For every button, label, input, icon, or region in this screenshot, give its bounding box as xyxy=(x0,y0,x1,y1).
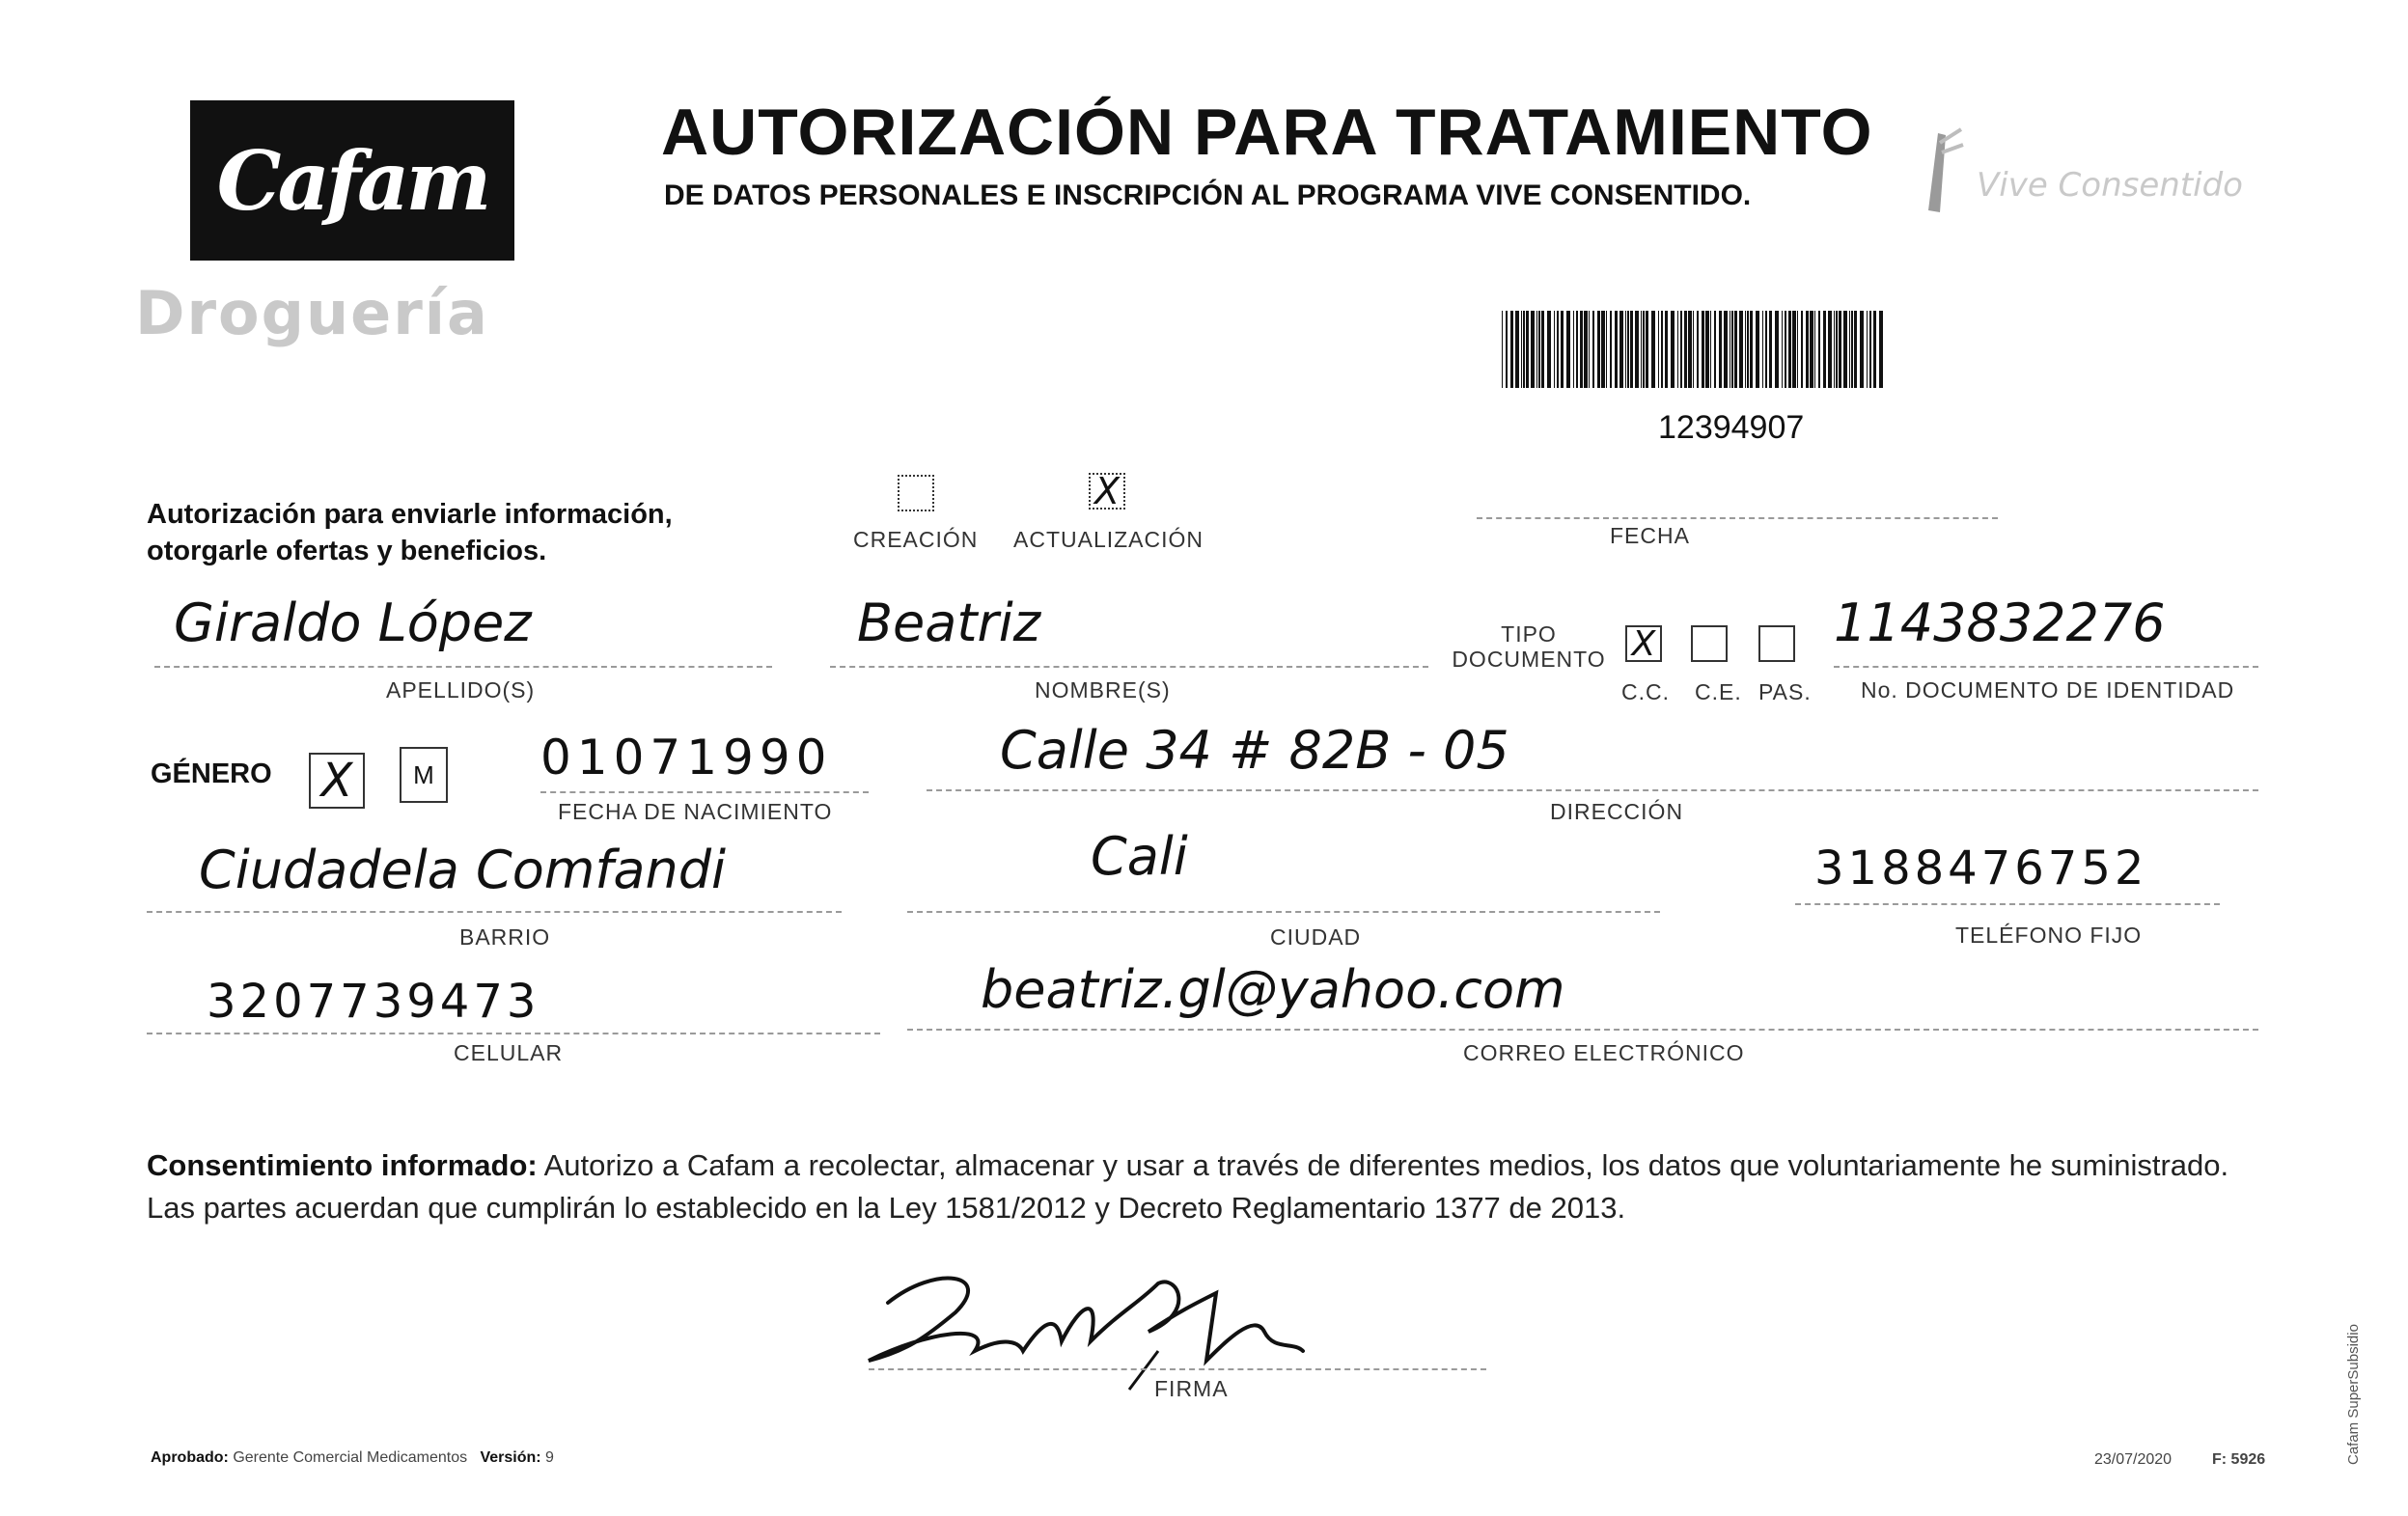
barcode-bar xyxy=(1734,311,1737,388)
barcode-bar xyxy=(1661,311,1663,388)
barcode-bar xyxy=(1724,311,1728,388)
cc-label: C.C. xyxy=(1621,679,1670,704)
barcode-bar xyxy=(1547,311,1551,388)
page-title: AUTORIZACIÓN PARA TRATAMIENTO xyxy=(661,96,1873,169)
barcode-bar xyxy=(1765,311,1767,388)
barcode-bar xyxy=(1739,311,1743,388)
date-label: FECHA xyxy=(1610,523,1690,548)
barcode-bar xyxy=(1869,311,1871,388)
barcode-bar xyxy=(1643,311,1645,388)
barcode-bar xyxy=(1606,311,1607,388)
page-subtitle: DE DATOS PERSONALES E INSCRIPCIÓN AL PROGRAMA VIVE CONSENTIDO. xyxy=(664,179,1752,211)
fecha-nacimiento-label: FECHA DE NACIMIENTO xyxy=(558,799,833,824)
barcode-bar xyxy=(1510,311,1513,388)
barcode-bar xyxy=(1515,311,1519,388)
apellidos-line xyxy=(154,666,772,668)
barcode-bar xyxy=(1762,311,1763,388)
barcode-bar xyxy=(1745,311,1746,388)
barcode-bar xyxy=(1561,311,1564,388)
barcode-bar xyxy=(1536,311,1537,388)
barcode-bar xyxy=(1823,311,1826,388)
barcode-bar xyxy=(1680,311,1682,388)
nombres-line xyxy=(830,666,1428,668)
telefono-label: TELÉFONO FIJO xyxy=(1955,923,2143,948)
barcode-bar xyxy=(1782,311,1783,388)
signature-label: FIRMA xyxy=(1154,1376,1229,1401)
ce-label: C.E. xyxy=(1695,679,1742,704)
direccion-value: Calle 34 # 82B - 05 xyxy=(1000,720,1509,781)
consent-text: Autorizo a Cafam a recolectar, almacenar y usar a través de diferentes medios, los datos que voluntariamente he suministrado. Las partes acuerdan que cumplirán lo establecido en la Ley 1581/2012 y Decreto Reglamentario 1377 de 2013. xyxy=(147,1148,2229,1225)
barcode-bar xyxy=(1677,311,1678,388)
barcode-bar xyxy=(1589,311,1590,388)
barcode-bar xyxy=(1834,311,1835,388)
barcode-bar xyxy=(1851,311,1853,388)
creation-label: CREACIÓN xyxy=(853,527,979,552)
barcode-bar xyxy=(1705,311,1709,388)
barcode-bar xyxy=(1597,311,1600,388)
barcode-bar xyxy=(1849,311,1850,388)
footer-date-code: 23/07/2020 xyxy=(2094,1451,2173,1468)
barcode-bar xyxy=(1788,311,1791,388)
side-brand-text: Cafam SuperSubsidio xyxy=(2345,1324,2362,1465)
barcode-bar xyxy=(1714,311,1716,388)
barcode-bar xyxy=(1592,311,1594,388)
correo-label: CORREO ELECTRÓNICO xyxy=(1463,1040,1745,1065)
pas-label: PAS. xyxy=(1758,679,1812,704)
fecha-nacimiento-value: 01071990 xyxy=(540,730,833,786)
barcode-bar xyxy=(1693,311,1694,388)
barcode-bar xyxy=(1576,311,1578,388)
barcode-bar xyxy=(1769,311,1772,388)
update-label: ACTUALIZACIÓN xyxy=(1013,527,1204,552)
barcode-bar xyxy=(1879,311,1883,388)
barcode-bar xyxy=(1860,311,1864,388)
documento-line xyxy=(1834,666,2258,668)
documento-label: No. DOCUMENTO DE IDENTIDAD xyxy=(1861,677,2235,703)
genero-label: GÉNERO xyxy=(151,758,272,789)
barcode-bar xyxy=(1601,311,1605,388)
barcode-bar xyxy=(1615,311,1618,388)
correo-line xyxy=(907,1029,2258,1031)
barcode-number: 12394907 xyxy=(1658,409,1805,446)
ciudad-value: Cali xyxy=(1091,826,1188,887)
barcode-bar xyxy=(1554,311,1555,388)
cc-checkbox[interactable]: X xyxy=(1625,625,1662,662)
barcode-bar xyxy=(1651,311,1655,388)
barcode-bar xyxy=(1785,311,1786,388)
nombres-label: NOMBRE(S) xyxy=(1035,677,1171,703)
consent-heading: Consentimiento informado: xyxy=(147,1148,538,1182)
barcode-bar xyxy=(1538,311,1540,388)
correo-value: beatriz.gl@yahoo.com xyxy=(981,959,1565,1020)
celular-line xyxy=(147,1033,880,1034)
drogueria-stamp: Droguería xyxy=(135,278,489,348)
barcode-bar xyxy=(1627,311,1629,388)
barcode-bar xyxy=(1836,311,1838,388)
barcode-bar xyxy=(1719,311,1722,388)
documento-value: 1143832276 xyxy=(1834,593,2166,653)
signature-line xyxy=(869,1368,1486,1370)
celular-value: 3207739473 xyxy=(207,975,540,1029)
barcode-bar xyxy=(1580,311,1583,388)
apellidos-value: Giraldo López xyxy=(174,593,532,653)
barcode-bar xyxy=(1506,311,1508,388)
barcode-bar xyxy=(1541,311,1544,388)
signature-drawing xyxy=(849,1245,1351,1399)
barcode-bar xyxy=(1502,311,1503,388)
authorization-intro: Autorización para enviarle información, otorgarle ofertas y beneficios. xyxy=(147,499,673,566)
barcode-bar xyxy=(1843,311,1847,388)
barcode-bar xyxy=(1526,311,1529,388)
telefono-value: 3188476752 xyxy=(1814,841,2148,896)
barcode-bar xyxy=(1867,311,1868,388)
direccion-line xyxy=(927,789,2258,791)
fecha-nacimiento-line xyxy=(540,791,869,793)
barcode-bar xyxy=(1697,311,1699,388)
barcode-bar xyxy=(1801,311,1803,388)
barrio-line xyxy=(147,911,842,913)
barrio-value: Ciudadela Comfandi xyxy=(199,840,727,900)
barcode-bar xyxy=(1814,311,1815,388)
barcode-bar xyxy=(1665,311,1668,388)
barcode-bar xyxy=(1873,311,1876,388)
genero-f-checkbox[interactable]: X xyxy=(309,753,365,809)
barcode-bar xyxy=(1806,311,1809,388)
vive-logo-text: Vive Consentido xyxy=(1977,166,2243,205)
barcode-bar xyxy=(1702,311,1704,388)
footer-approval: Aprobado: Gerente Comercial Medicamentos Versión: 9 xyxy=(151,1449,554,1466)
date-line xyxy=(1477,517,1998,519)
barcode-bar xyxy=(1731,311,1733,388)
barcode-bar xyxy=(1573,311,1574,388)
barcode-bar xyxy=(1610,311,1612,388)
barrio-label: BARRIO xyxy=(459,924,551,950)
barcode-bar xyxy=(1671,311,1675,388)
celular-label: CELULAR xyxy=(454,1040,564,1065)
cafam-logo: Cafam xyxy=(190,100,514,261)
barcode-bar xyxy=(1646,311,1648,388)
genero-m-checkbox[interactable]: M xyxy=(400,747,448,803)
barcode-bar xyxy=(1630,311,1633,388)
barcode-bar xyxy=(1828,311,1832,388)
barcode-bar xyxy=(1584,311,1588,388)
tipo-documento-label: TIPO DOCUMENTO xyxy=(1452,621,1606,672)
nombres-value: Beatriz xyxy=(857,593,1041,653)
barcode-bar xyxy=(1684,311,1687,388)
barcode-bar xyxy=(1854,311,1857,388)
barcode-bar xyxy=(1523,311,1525,388)
barcode-bar xyxy=(1531,311,1535,388)
footer-form-code: F: 5926 xyxy=(2212,1451,2266,1468)
barcode-bar xyxy=(1792,311,1796,388)
barcode-bar xyxy=(1818,311,1820,388)
barcode-bar xyxy=(1839,311,1841,388)
barcode-bar xyxy=(1747,311,1749,388)
creation-checkbox[interactable] xyxy=(898,475,934,511)
barcode-bar xyxy=(1625,311,1626,388)
barcode-bar xyxy=(1775,311,1779,388)
pas-checkbox[interactable] xyxy=(1758,625,1795,662)
barcode xyxy=(1502,311,1886,388)
direccion-label: DIRECCIÓN xyxy=(1550,799,1684,824)
barcode-bar xyxy=(1521,311,1522,388)
barcode-bar xyxy=(1797,311,1798,388)
barcode-bar xyxy=(1658,311,1659,388)
vive-logo-icon xyxy=(1919,124,1965,220)
barcode-bar xyxy=(1710,311,1711,388)
ce-checkbox[interactable] xyxy=(1691,625,1728,662)
ciudad-label: CIUDAD xyxy=(1270,924,1362,950)
consent-paragraph xyxy=(147,1144,2270,1229)
ciudad-line xyxy=(907,911,1660,913)
barcode-bar xyxy=(1619,311,1623,388)
barcode-bar xyxy=(1756,311,1759,388)
barcode-bar xyxy=(1688,311,1692,388)
barcode-bar xyxy=(1566,311,1570,388)
barcode-bar xyxy=(1641,311,1642,388)
apellidos-label: APELLIDO(S) xyxy=(386,677,536,703)
barcode-bar xyxy=(1557,311,1559,388)
telefono-line xyxy=(1795,903,2220,905)
barcode-bar xyxy=(1635,311,1639,388)
barcode-bar xyxy=(1810,311,1813,388)
barcode-bar xyxy=(1750,311,1753,388)
update-checkbox[interactable]: X xyxy=(1089,473,1125,510)
